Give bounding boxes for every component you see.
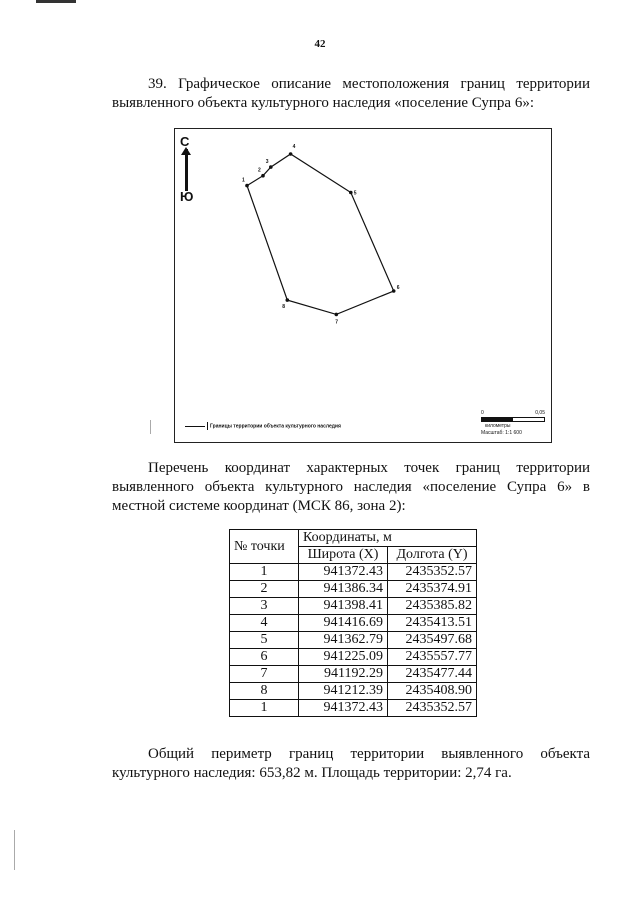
- cell-point: 4: [230, 615, 299, 632]
- cell-y: 2435374.91: [388, 581, 477, 598]
- summary-paragraph: [112, 745, 590, 783]
- table-row: [230, 581, 477, 598]
- map-legend: [185, 422, 341, 430]
- header-point-number: № точки: [230, 530, 299, 564]
- table-row: [230, 700, 477, 717]
- cell-y: 2435385.82: [388, 598, 477, 615]
- page-number: 42: [314, 38, 326, 50]
- scan-speck: [14, 830, 15, 870]
- table-row: [230, 632, 477, 649]
- scan-corner-mark: [36, 0, 76, 3]
- table-row: [230, 615, 477, 632]
- table-row: [230, 564, 477, 581]
- vertex-label: 7: [335, 319, 339, 326]
- compass-rose: [180, 135, 194, 205]
- boundary-vertex: [286, 298, 290, 302]
- table-row: [230, 683, 477, 700]
- boundary-vertex: [289, 152, 293, 156]
- boundary-vertex: [335, 313, 339, 317]
- cell-point: 6: [230, 649, 299, 666]
- coords-intro-line-3: местной системе координат (МСК 86, зона 2):: [112, 498, 406, 514]
- compass-north-label: С: [180, 134, 190, 149]
- coords-intro-line-2: выявленного объекта культурного наследия «поселение Супра 6» в: [112, 479, 590, 495]
- scale-zero-label: 0: [481, 410, 484, 416]
- scan-speck: [150, 420, 151, 434]
- cell-point: 1: [230, 564, 299, 581]
- cell-x: 941192.29: [299, 666, 388, 683]
- cell-point: 5: [230, 632, 299, 649]
- coordinates-table: [229, 529, 477, 717]
- cell-x: 941362.79: [299, 632, 388, 649]
- compass-south-label: Ю: [180, 189, 194, 204]
- cell-y: 2435477.44: [388, 666, 477, 683]
- summary-line-2: культурного наследия: 653,82 м. Площадь территории: 2,74 га.: [112, 765, 512, 781]
- header-latitude: Широта (X): [299, 547, 388, 564]
- vertex-label: 8: [282, 304, 286, 311]
- boundary-vertex: [261, 174, 265, 178]
- vertex-label: 4: [292, 144, 296, 150]
- coords-intro-line-1: Перечень координат характерных точек границ территории: [148, 460, 590, 476]
- coordinates-table-body: [230, 564, 477, 717]
- section-heading: [112, 75, 590, 113]
- cell-y: 2435497.68: [388, 632, 477, 649]
- scale-bar-graphic: [481, 417, 545, 422]
- boundary-map-drawing: [175, 129, 551, 442]
- scale-ratio-label: Масштаб: 1:1 600: [481, 430, 522, 436]
- vertex-label: 3: [265, 159, 269, 166]
- cell-point: 3: [230, 598, 299, 615]
- cell-y: 2435413.51: [388, 615, 477, 632]
- legend-line-icon: [185, 426, 205, 427]
- cell-point: 2: [230, 581, 299, 598]
- vertex-label: 1: [242, 177, 245, 184]
- cell-point: 1: [230, 700, 299, 717]
- cell-x: 941386.34: [299, 581, 388, 598]
- cell-point: 7: [230, 666, 299, 683]
- vertex-label: 6: [396, 285, 400, 291]
- scale-unit-label: километры: [485, 423, 511, 429]
- boundary-vertex: [392, 289, 396, 293]
- header-coordinates: Координаты, м: [299, 530, 477, 547]
- table-header-row: [230, 530, 477, 547]
- table-row: [230, 666, 477, 683]
- cell-x: 941372.43: [299, 700, 388, 717]
- cell-x: 941225.09: [299, 649, 388, 666]
- cell-y: 2435352.57: [388, 700, 477, 717]
- legend-label: Границы территории объекта культурного наследия: [210, 423, 341, 430]
- heading-line-1: 39. Графическое описание местоположения границ территории: [148, 76, 590, 92]
- cell-x: 941212.39: [299, 683, 388, 700]
- coordinates-intro: [112, 459, 590, 516]
- heading-line-2: выявленного объекта культурного наследия «поселение Супра 6»:: [112, 95, 534, 111]
- scale-end-label: 0,05: [535, 410, 545, 416]
- table-row: [230, 598, 477, 615]
- vertex-label: 5: [353, 190, 357, 197]
- north-arrow-shaft: [185, 149, 188, 191]
- cell-y: 2435557.77: [388, 649, 477, 666]
- header-longitude: Долгота (Y): [388, 547, 477, 564]
- summary-line-1: Общий периметр границ территории выявленного объекта: [148, 746, 590, 762]
- cell-y: 2435352.57: [388, 564, 477, 581]
- vertex-label: 2: [258, 167, 261, 174]
- cell-x: 941372.43: [299, 564, 388, 581]
- scale-bar: [481, 410, 545, 440]
- cell-x: 941398.41: [299, 598, 388, 615]
- boundary-vertex: [245, 184, 249, 188]
- cell-x: 941416.69: [299, 615, 388, 632]
- boundary-polygon: [247, 154, 394, 314]
- cell-point: 8: [230, 683, 299, 700]
- legend-tick-icon: [207, 422, 208, 430]
- boundary-map: [174, 128, 552, 443]
- boundary-vertex: [349, 191, 353, 195]
- cell-y: 2435408.90: [388, 683, 477, 700]
- table-row: [230, 649, 477, 666]
- boundary-vertex: [269, 165, 273, 169]
